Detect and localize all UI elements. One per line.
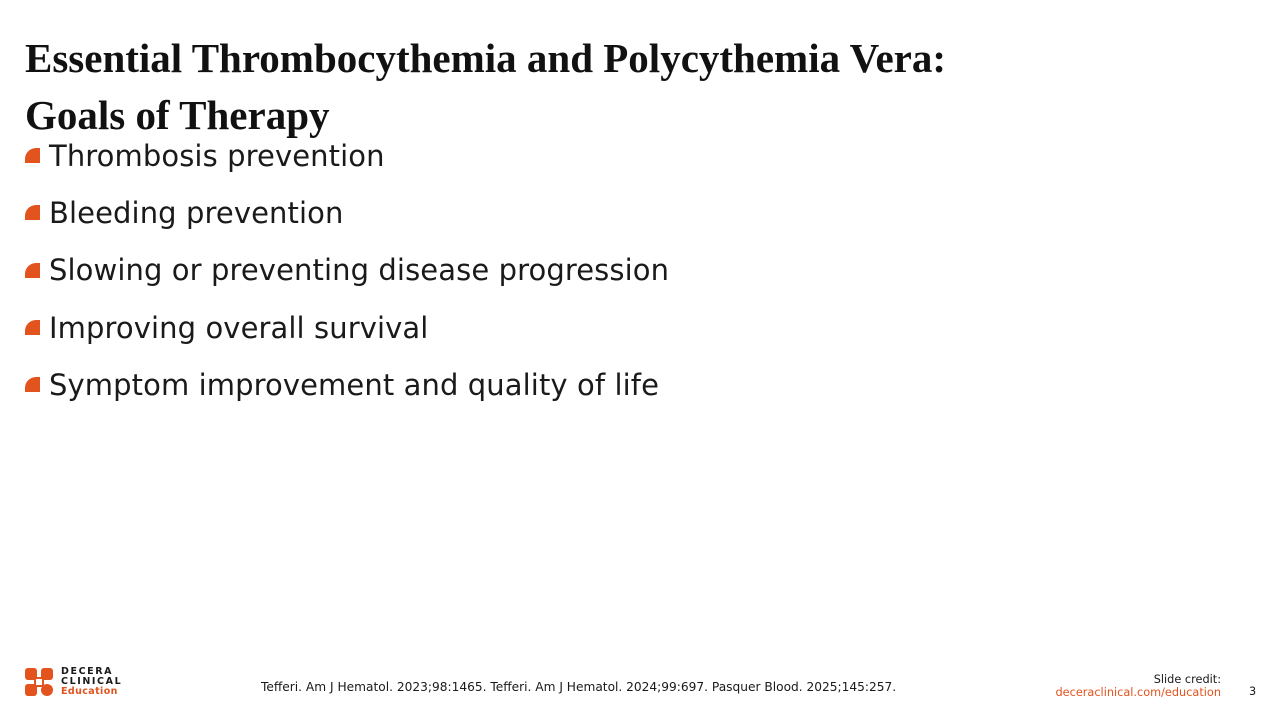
bullet-text: Bleeding prevention (49, 195, 344, 230)
decera-logo-icon (25, 668, 53, 696)
goals-bullet-list (25, 127, 669, 413)
slide-credit (1056, 673, 1222, 699)
page-number: 3 (1249, 685, 1257, 698)
bullet-text: Symptom improvement and quality of life (49, 367, 660, 402)
logo-line-decera: DECERA (61, 666, 114, 677)
quarter-circle-icon (25, 377, 40, 392)
bullet-text: Improving overall survival (49, 310, 429, 345)
bullet-item (25, 242, 669, 299)
logo-wordmark (61, 667, 122, 697)
references-citation: Tefferi. Am J Hematol. 2023;98:1465. Tefferi. Am J Hematol. 2024;99:697. Pasquer Blood. 2025;145:257. (261, 680, 897, 694)
slide-title-line-1: Essential Thrombocythemia and Polycythemia Vera: (25, 35, 946, 81)
bullet-text: Slowing or preventing disease progression (49, 253, 670, 288)
quarter-circle-icon (25, 263, 40, 278)
quarter-circle-icon (25, 205, 40, 220)
slide-credit-link[interactable]: deceraclinical.com/education (1055, 686, 1221, 699)
decera-logo (25, 667, 122, 697)
bullet-item (25, 127, 669, 184)
quarter-circle-icon (25, 320, 40, 335)
logo-line-clinical: CLINICAL (61, 676, 123, 687)
slide-credit-label: Slide credit: (1153, 673, 1221, 686)
quarter-circle-icon (25, 148, 40, 163)
bullet-item (25, 299, 669, 356)
bullet-item (25, 356, 669, 413)
bullet-text: Thrombosis prevention (49, 138, 385, 173)
slide-title-line-2: Goals of Therapy (25, 92, 330, 138)
bullet-item (25, 184, 669, 241)
logo-line-education: Education (61, 686, 118, 697)
